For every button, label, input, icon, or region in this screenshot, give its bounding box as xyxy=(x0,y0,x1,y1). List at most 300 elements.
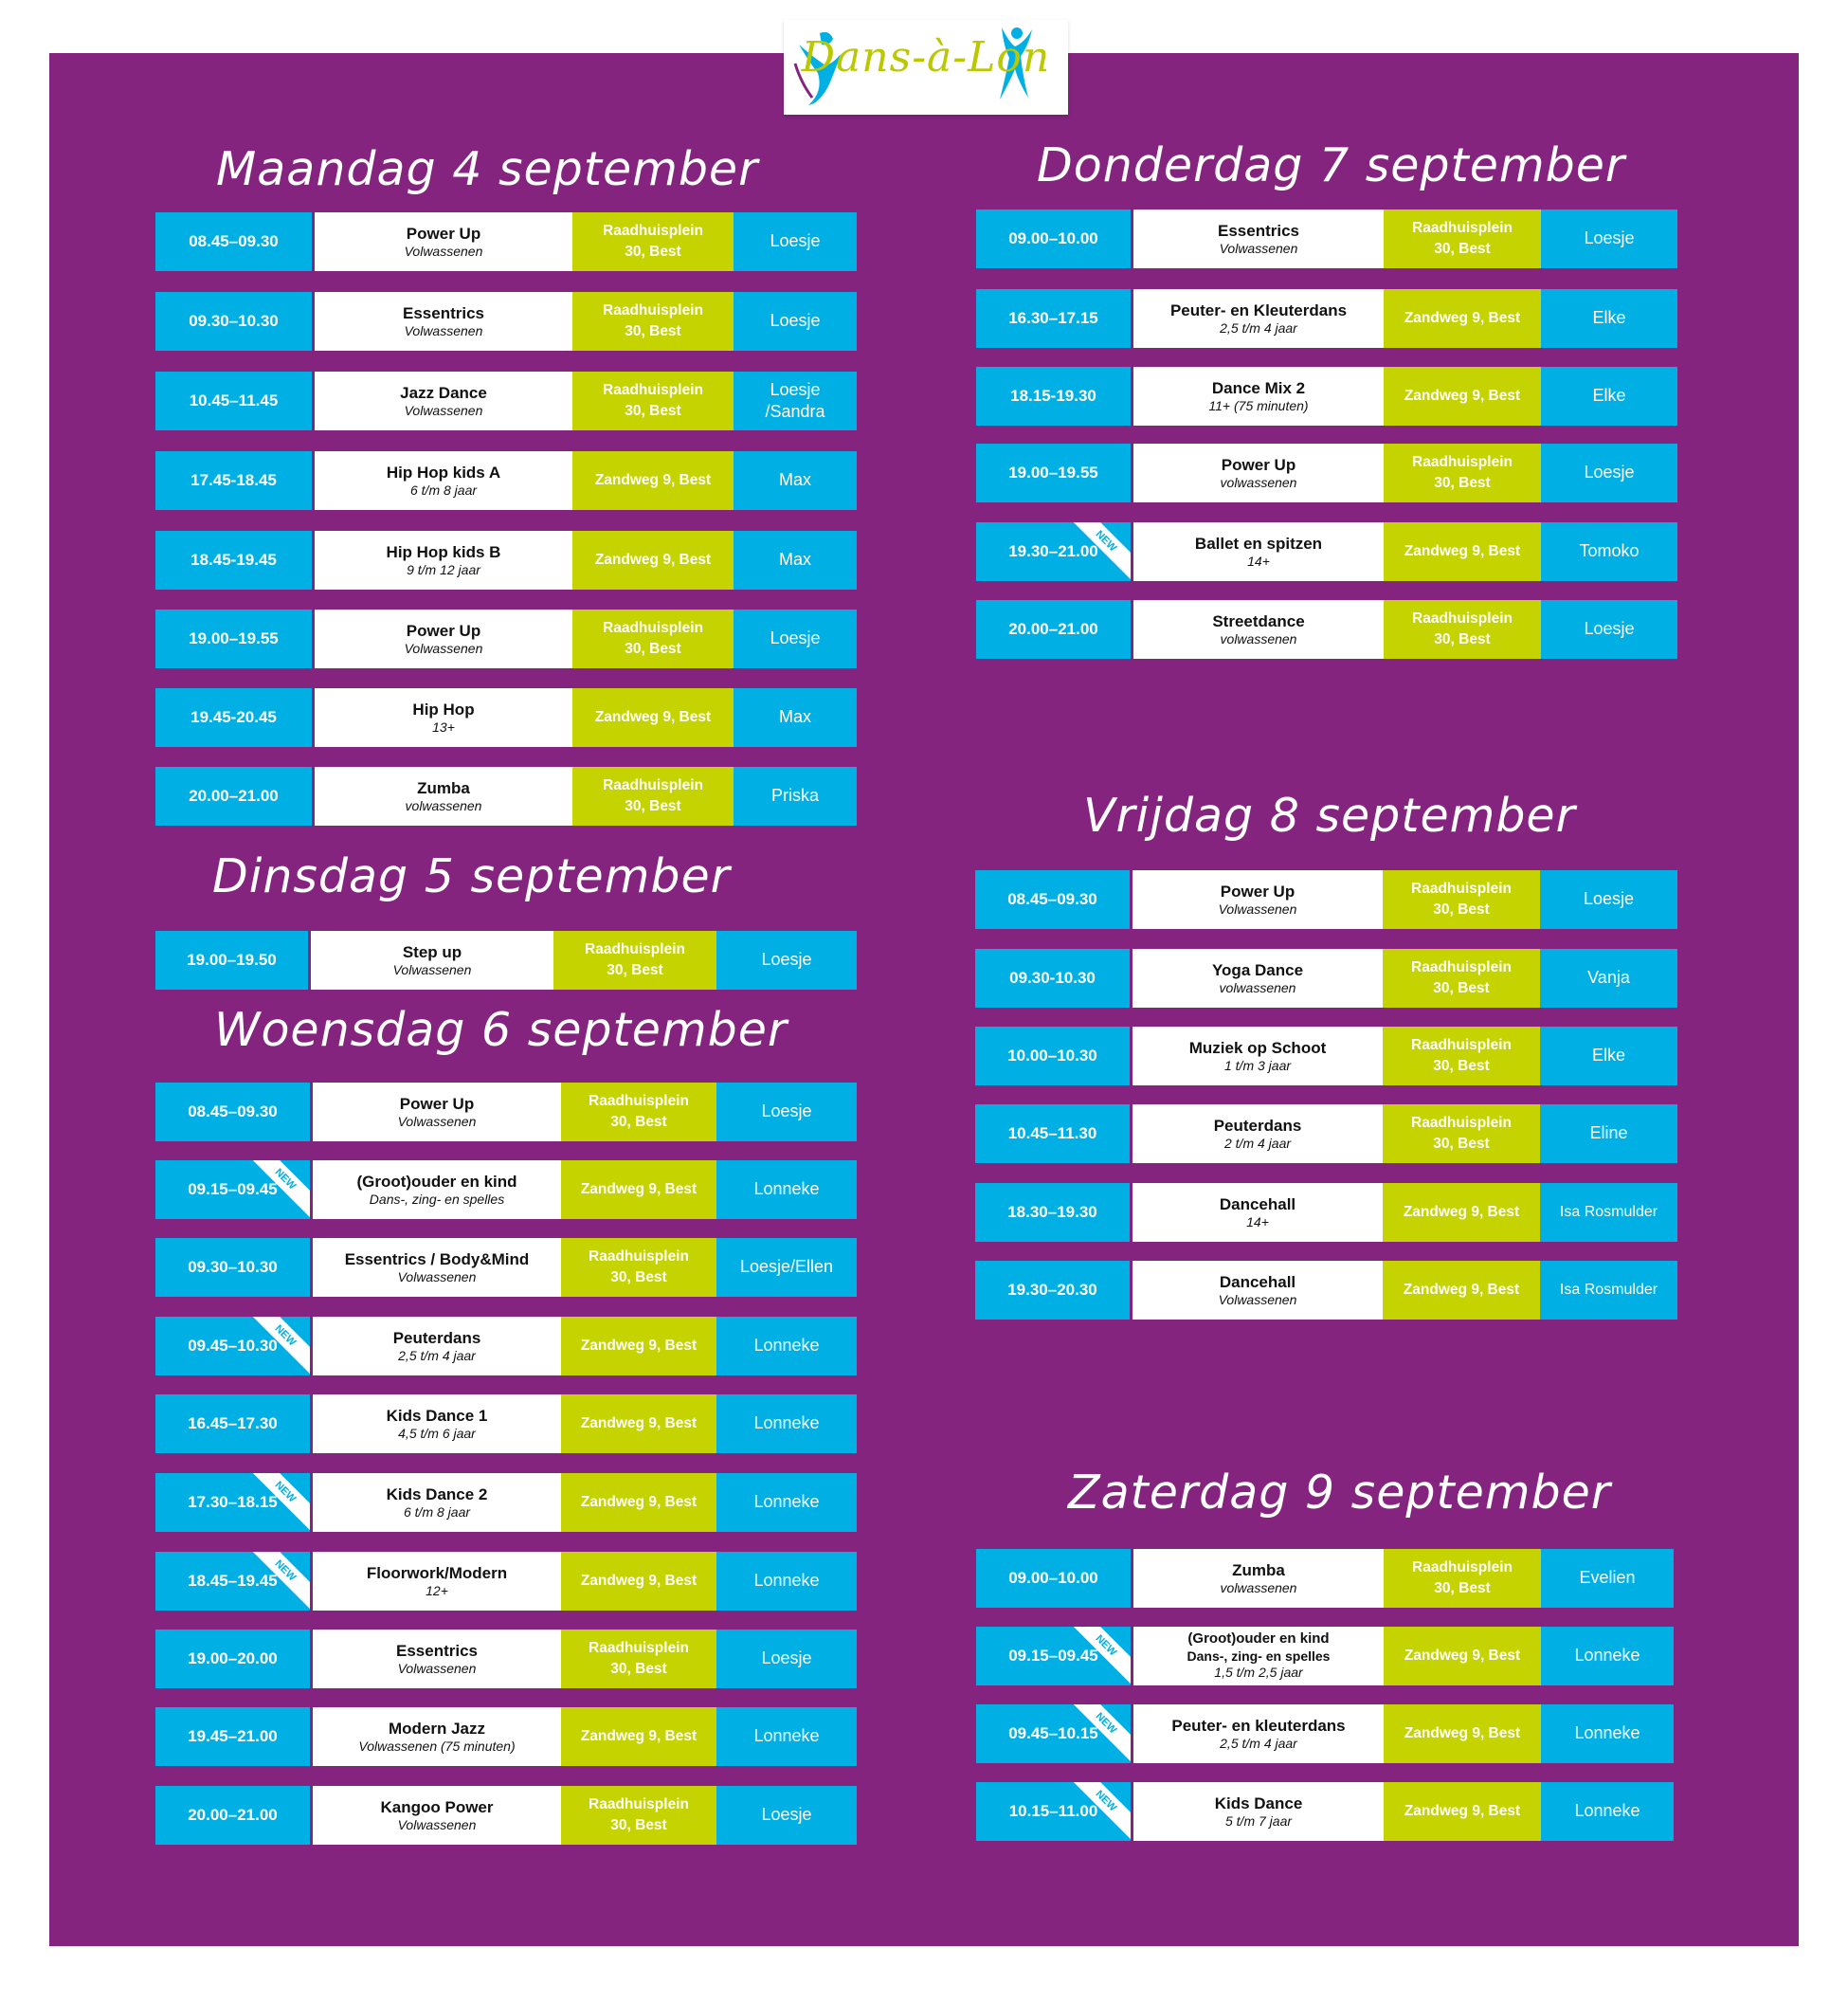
class-location-text xyxy=(585,939,685,982)
class-time-label: 19.45–21.00 xyxy=(188,1727,278,1745)
class-time xyxy=(155,1083,313,1141)
class-audience: 13+ xyxy=(432,719,455,735)
class-audience: 14+ xyxy=(1246,1213,1269,1229)
class-teacher-name: Loesje /Sandra xyxy=(765,379,825,421)
class-teacher-name: Lonneke xyxy=(753,1179,820,1199)
class-time-label: 08.45–09.30 xyxy=(188,1102,278,1120)
class-location xyxy=(1383,1183,1540,1242)
class-time-label: 09.00–10.00 xyxy=(1008,1569,1098,1587)
class-teacher-name: Max xyxy=(778,707,811,727)
class-location-text xyxy=(1404,1801,1520,1822)
class-row[interactable] xyxy=(976,367,1677,426)
class-teacher-name: Lonneke xyxy=(1574,1723,1640,1743)
class-location xyxy=(561,1238,716,1297)
class-row[interactable] xyxy=(975,1027,1677,1085)
class-location-line1: Zandweg 9, Best xyxy=(580,1337,698,1354)
class-time xyxy=(155,1552,313,1611)
class-location-line2: 30, Best xyxy=(1433,901,1490,918)
class-info xyxy=(313,1786,561,1845)
class-audience: 11+ (75 minuten) xyxy=(1208,397,1309,413)
class-row[interactable] xyxy=(975,1183,1677,1242)
class-row[interactable] xyxy=(976,1704,1674,1763)
class-time xyxy=(975,1261,1132,1320)
class-info xyxy=(315,212,572,271)
class-info xyxy=(313,1473,561,1532)
class-name: Hip Hop xyxy=(412,700,475,719)
class-row[interactable] xyxy=(976,1627,1674,1685)
class-row[interactable] xyxy=(155,212,857,271)
class-location xyxy=(1383,1261,1540,1320)
class-location-text xyxy=(603,775,703,818)
class-age: 1,5 t/m 2,5 jaar xyxy=(1214,1665,1303,1681)
class-audience: 2,5 t/m 4 jaar xyxy=(1220,319,1297,336)
class-row[interactable] xyxy=(155,610,857,668)
class-row[interactable] xyxy=(976,209,1677,268)
class-info xyxy=(1132,949,1383,1008)
class-audience: Dans-, zing- en spelles xyxy=(369,1191,505,1207)
class-row[interactable] xyxy=(975,1104,1677,1163)
class-time xyxy=(155,451,315,510)
class-audience: Volwassenen xyxy=(404,640,483,656)
class-location-line1: Raadhuisplein xyxy=(1411,1114,1512,1131)
class-location-line1: Raadhuisplein xyxy=(1412,453,1513,470)
class-location-line1: Raadhuisplein xyxy=(1412,610,1513,627)
new-badge-label: NEW xyxy=(249,1317,310,1375)
class-row[interactable] xyxy=(155,1552,857,1611)
class-teacher xyxy=(734,767,857,826)
class-teacher-name: Tomoko xyxy=(1579,541,1640,561)
class-location-text xyxy=(1411,1113,1512,1156)
class-time-label: 10.15–11.00 xyxy=(1008,1802,1098,1820)
class-location xyxy=(572,610,734,668)
class-location-text xyxy=(589,1794,689,1837)
class-location-line1: Raadhuisplein xyxy=(589,1092,689,1109)
class-row[interactable] xyxy=(976,444,1677,502)
class-info xyxy=(313,1317,561,1375)
class-teacher xyxy=(1541,522,1677,581)
class-info xyxy=(313,1160,561,1219)
class-time-label: 08.45–09.30 xyxy=(189,232,279,250)
class-teacher-name: Loesje xyxy=(770,231,821,251)
class-name: Floorwork/Modern xyxy=(366,1563,508,1582)
class-info xyxy=(313,1238,561,1297)
class-teacher-name: Loesje xyxy=(761,1102,812,1121)
day-title: Woensdag 6 september xyxy=(214,1003,788,1057)
class-location-text xyxy=(1412,218,1513,261)
class-location xyxy=(1384,209,1541,268)
class-row[interactable] xyxy=(155,451,857,510)
class-location xyxy=(1384,522,1541,581)
class-info xyxy=(315,531,572,590)
class-name: Dancehall xyxy=(1219,1194,1296,1213)
class-location-line1: Raadhuisplein xyxy=(1412,1558,1513,1575)
class-location-text xyxy=(603,380,703,423)
class-time xyxy=(155,1786,313,1845)
class-name: Power Up xyxy=(1221,455,1296,474)
class-location-line1: Raadhuisplein xyxy=(603,381,703,398)
class-teacher-name: Loesje/Ellen xyxy=(739,1257,834,1277)
class-time-label: 17.45-18.45 xyxy=(190,471,277,489)
class-audience: volwassenen xyxy=(1220,630,1297,646)
class-time xyxy=(975,1027,1132,1085)
class-location-text xyxy=(1404,1202,1519,1223)
class-audience: Volwassenen xyxy=(1218,901,1297,917)
class-teacher xyxy=(1541,209,1677,268)
class-time xyxy=(155,1630,313,1688)
class-time xyxy=(155,931,311,990)
class-location-text xyxy=(589,1091,689,1134)
class-location-line1: Zandweg 9, Best xyxy=(594,471,712,488)
class-row[interactable] xyxy=(155,1394,857,1453)
class-location-line1: Raadhuisplein xyxy=(585,940,685,957)
class-audience: Volwassenen xyxy=(404,322,483,338)
class-name: Power Up xyxy=(1220,882,1295,901)
class-audience: Volwassenen xyxy=(404,402,483,418)
class-audience: 2,5 t/m 4 jaar xyxy=(398,1347,476,1363)
class-location-text xyxy=(1404,386,1520,407)
class-info xyxy=(313,1707,561,1766)
class-location-line2: 30, Best xyxy=(610,1269,667,1285)
class-row[interactable] xyxy=(976,600,1677,659)
class-location-line1: Raadhuisplein xyxy=(589,1795,689,1812)
class-time xyxy=(976,367,1133,426)
class-location xyxy=(1384,600,1541,659)
new-badge xyxy=(249,1160,310,1219)
class-time-label: 20.00–21.00 xyxy=(189,787,279,805)
class-location-line1: Raadhuisplein xyxy=(1411,880,1512,897)
class-location-line1: Zandweg 9, Best xyxy=(580,1414,698,1431)
class-audience: Volwassenen xyxy=(392,961,472,977)
class-name: Essentrics xyxy=(403,303,484,322)
class-location-line2: 30, Best xyxy=(1433,1136,1490,1152)
class-audience: 6 t/m 8 jaar xyxy=(403,1503,471,1520)
class-row[interactable] xyxy=(155,1083,857,1141)
class-location-text xyxy=(603,221,703,264)
class-time-label: 18.45-19.45 xyxy=(190,551,277,569)
class-teacher-name: Lonneke xyxy=(753,1336,820,1356)
class-time xyxy=(155,767,315,826)
class-location-line1: Raadhuisplein xyxy=(603,776,703,793)
class-time xyxy=(976,1704,1133,1763)
class-row[interactable] xyxy=(976,522,1677,581)
class-location-line1: Zandweg 9, Best xyxy=(580,1180,698,1197)
class-location-line2: 30, Best xyxy=(610,1114,667,1130)
class-time-label: 19.45-20.45 xyxy=(190,708,277,726)
class-location-line1: Raadhuisplein xyxy=(589,1247,689,1265)
class-teacher-name: Evelien xyxy=(1579,1568,1636,1588)
class-row[interactable] xyxy=(155,1317,857,1375)
class-location-text xyxy=(1411,879,1512,921)
class-teacher-name: Elke xyxy=(1591,1046,1625,1065)
class-location xyxy=(572,531,734,590)
class-row[interactable] xyxy=(976,289,1677,348)
class-time xyxy=(155,1394,313,1453)
class-teacher xyxy=(734,372,857,430)
class-time-label: 19.00–19.50 xyxy=(187,951,277,969)
class-info xyxy=(1133,522,1384,581)
class-name: Peuterdans xyxy=(392,1328,481,1347)
class-time xyxy=(155,1238,313,1297)
class-info xyxy=(315,451,572,510)
class-location xyxy=(561,1317,716,1375)
class-time xyxy=(975,870,1132,929)
class-time-label: 19.30–20.30 xyxy=(1007,1281,1097,1299)
new-badge xyxy=(249,1317,310,1375)
class-name: Streetdance xyxy=(1212,611,1305,630)
class-info xyxy=(315,610,572,668)
class-location-text xyxy=(581,1492,697,1513)
class-time-label: 09.15–09.45 xyxy=(188,1180,278,1198)
class-name: Essentrics xyxy=(1218,221,1299,240)
class-location xyxy=(561,1394,716,1453)
new-badge-label: NEW xyxy=(249,1473,310,1531)
class-location-line2: 30, Best xyxy=(625,798,681,814)
class-row[interactable] xyxy=(155,688,857,747)
class-row[interactable] xyxy=(155,1707,857,1766)
new-badge-label: NEW xyxy=(1070,1704,1131,1762)
new-badge xyxy=(1070,522,1131,581)
class-name: Kids Dance 2 xyxy=(386,1484,488,1503)
class-audience: 14+ xyxy=(1247,553,1270,569)
class-name: Power Up xyxy=(406,621,481,640)
class-row[interactable] xyxy=(155,1473,857,1532)
class-location-line1: Zandweg 9, Best xyxy=(1404,1647,1521,1664)
class-teacher xyxy=(716,1238,857,1297)
class-location xyxy=(1384,289,1541,348)
class-name: (Groot)ouder en kind xyxy=(1187,1630,1330,1648)
class-row[interactable] xyxy=(155,1630,857,1688)
class-time-label: 19.00–19.55 xyxy=(1008,464,1098,482)
class-name: Hip Hop kids A xyxy=(386,463,501,482)
class-teacher xyxy=(716,1317,857,1375)
class-location xyxy=(561,1160,716,1219)
class-time-label: 18.15-19.30 xyxy=(1010,387,1096,405)
class-time xyxy=(975,949,1132,1008)
class-info xyxy=(1132,1027,1383,1085)
class-teacher xyxy=(734,688,857,747)
class-location xyxy=(572,767,734,826)
class-audience: volwassenen xyxy=(1220,474,1297,490)
class-info xyxy=(313,1394,561,1453)
class-info xyxy=(1133,1549,1384,1608)
class-info xyxy=(315,767,572,826)
class-row[interactable] xyxy=(975,870,1677,929)
class-time-label: 19.30–21.00 xyxy=(1008,542,1098,560)
class-location xyxy=(572,372,734,430)
class-info xyxy=(1133,209,1384,268)
class-location xyxy=(561,1552,716,1611)
class-row[interactable] xyxy=(975,1261,1677,1320)
class-teacher xyxy=(716,1707,857,1766)
class-teacher xyxy=(1541,444,1677,502)
class-time xyxy=(155,1473,313,1532)
class-time xyxy=(155,688,315,747)
class-location-line1: Raadhuisplein xyxy=(1412,219,1513,236)
class-teacher-name: Loesje xyxy=(761,1805,812,1825)
class-teacher xyxy=(1540,1183,1677,1242)
class-name: Dance Mix 2 xyxy=(1211,378,1306,397)
class-time xyxy=(155,212,315,271)
class-info xyxy=(1133,1704,1384,1763)
class-time-label: 16.45–17.30 xyxy=(188,1414,278,1432)
class-location-line2: 30, Best xyxy=(1434,1580,1491,1596)
class-info xyxy=(313,1083,561,1141)
day-title: Zaterdag 9 september xyxy=(1068,1466,1611,1520)
class-row[interactable] xyxy=(976,1782,1674,1841)
class-audience: 6 t/m 8 jaar xyxy=(409,482,478,498)
class-time xyxy=(155,531,315,590)
class-location-line1: Zandweg 9, Best xyxy=(594,708,712,725)
class-location-line1: Raadhuisplein xyxy=(1411,958,1512,975)
class-audience: 12+ xyxy=(426,1582,448,1598)
class-location-line2: 30, Best xyxy=(625,323,681,339)
class-row[interactable] xyxy=(155,531,857,590)
class-time-label: 10.00–10.30 xyxy=(1007,1047,1097,1065)
class-teacher-name: Lonneke xyxy=(753,1492,820,1512)
class-audience: 4,5 t/m 6 jaar xyxy=(398,1425,476,1441)
class-name: Step up xyxy=(402,942,462,961)
class-audience: Volwassenen xyxy=(397,1268,477,1284)
class-location-text xyxy=(1411,957,1512,1000)
class-name: Kangoo Power xyxy=(380,1797,494,1816)
class-row[interactable] xyxy=(976,1549,1674,1608)
class-location-line2: 30, Best xyxy=(625,641,681,657)
class-location xyxy=(572,292,734,351)
class-location xyxy=(1383,949,1540,1008)
class-location xyxy=(572,451,734,510)
day-title: Donderdag 7 september xyxy=(1037,138,1625,192)
new-badge xyxy=(249,1552,310,1611)
class-location-text xyxy=(603,618,703,661)
class-location-text xyxy=(589,1247,689,1289)
class-row[interactable] xyxy=(155,1238,857,1297)
class-location-line1: Raadhuisplein xyxy=(1411,1036,1512,1053)
class-location xyxy=(1384,1704,1541,1763)
class-teacher xyxy=(1541,1782,1674,1841)
class-teacher-name: Loesje xyxy=(770,628,821,648)
class-info xyxy=(1132,1261,1383,1320)
class-location-line1: Zandweg 9, Best xyxy=(580,1572,698,1589)
class-teacher-name: Loesje xyxy=(1584,463,1635,483)
class-audience: Volwassenen xyxy=(397,1660,477,1676)
class-teacher-name: Eline xyxy=(1589,1123,1628,1143)
class-time-label: 09.30-10.30 xyxy=(1009,969,1096,987)
class-time xyxy=(976,1782,1133,1841)
class-time-label: 20.00–21.00 xyxy=(1008,620,1098,638)
class-teacher xyxy=(716,1552,857,1611)
class-location-line1: Zandweg 9, Best xyxy=(1404,1802,1521,1819)
new-badge xyxy=(1070,1627,1131,1685)
class-location xyxy=(1384,1549,1541,1608)
class-row[interactable] xyxy=(155,1160,857,1219)
class-time xyxy=(976,1549,1133,1608)
class-location-text xyxy=(581,1336,697,1357)
class-audience: 1 t/m 3 jaar xyxy=(1223,1057,1292,1073)
class-location xyxy=(1383,870,1540,929)
class-location-text xyxy=(595,470,711,491)
class-info xyxy=(313,1552,561,1611)
class-location-line1: Zandweg 9, Best xyxy=(580,1493,698,1510)
class-teacher-name: Loesje xyxy=(1584,619,1635,639)
class-teacher xyxy=(1540,949,1677,1008)
class-location-line2: 30, Best xyxy=(1433,980,1490,996)
new-badge-label: NEW xyxy=(1070,522,1131,580)
class-time-label: 08.45–09.30 xyxy=(1007,890,1097,908)
class-row[interactable] xyxy=(975,949,1677,1008)
brand-name: Dans-à-Lon xyxy=(801,33,1051,82)
class-location-line1: Raadhuisplein xyxy=(603,301,703,319)
class-location-text xyxy=(1404,541,1520,562)
class-time-label: 10.45–11.45 xyxy=(189,391,279,410)
class-name: Kids Dance xyxy=(1214,1794,1303,1812)
class-teacher xyxy=(734,531,857,590)
class-teacher xyxy=(716,931,857,990)
class-row[interactable] xyxy=(155,372,857,430)
class-time-label: 19.00–20.00 xyxy=(188,1649,278,1667)
class-info xyxy=(1133,444,1384,502)
class-teacher xyxy=(716,1394,857,1453)
class-location-text xyxy=(581,1413,697,1434)
class-location-line2: 30, Best xyxy=(610,1817,667,1833)
class-name: Power Up xyxy=(406,224,481,243)
class-teacher-name: Max xyxy=(778,470,811,490)
class-location-line1: Zandweg 9, Best xyxy=(580,1727,698,1744)
class-location-line1: Raadhuisplein xyxy=(603,222,703,239)
class-time-label: 16.30–17.15 xyxy=(1008,309,1098,327)
class-teacher xyxy=(1540,1104,1677,1163)
class-row[interactable] xyxy=(155,1786,857,1845)
class-audience: 5 t/m 7 jaar xyxy=(1224,1812,1293,1829)
class-location xyxy=(561,1473,716,1532)
class-teacher xyxy=(716,1630,857,1688)
new-badge xyxy=(249,1473,310,1532)
class-location xyxy=(1384,1782,1541,1841)
class-teacher-name: Loesje xyxy=(1583,889,1635,909)
class-teacher xyxy=(1540,1027,1677,1085)
class-location xyxy=(1383,1027,1540,1085)
class-teacher xyxy=(716,1473,857,1532)
class-audience: volwassenen xyxy=(1219,979,1296,995)
class-row[interactable] xyxy=(155,767,857,826)
class-time xyxy=(975,1104,1132,1163)
class-row[interactable] xyxy=(155,292,857,351)
class-time xyxy=(155,1160,313,1219)
class-name: Hip Hop kids B xyxy=(386,542,501,561)
class-location-text xyxy=(581,1179,697,1200)
class-time xyxy=(976,444,1133,502)
class-location xyxy=(1384,444,1541,502)
class-location-line1: Zandweg 9, Best xyxy=(594,551,712,568)
class-location xyxy=(572,688,734,747)
class-info xyxy=(311,931,553,990)
day-title: Dinsdag 5 september xyxy=(212,849,731,903)
class-time-label: 10.45–11.30 xyxy=(1007,1124,1097,1142)
class-audience: Volwassenen xyxy=(397,1816,477,1832)
day-title: Maandag 4 september xyxy=(216,142,759,196)
class-time xyxy=(975,1183,1132,1242)
class-row[interactable] xyxy=(155,931,857,990)
class-teacher xyxy=(734,451,857,510)
class-name: Ballet en spitzen xyxy=(1194,534,1323,553)
class-teacher xyxy=(734,292,857,351)
brand-logo xyxy=(784,20,1068,115)
new-badge-label: NEW xyxy=(249,1160,310,1218)
class-teacher xyxy=(1541,289,1677,348)
class-time xyxy=(155,610,315,668)
new-badge xyxy=(1070,1704,1131,1763)
class-audience: Volwassenen (75 minuten) xyxy=(358,1738,516,1754)
new-badge-label: NEW xyxy=(249,1552,310,1610)
